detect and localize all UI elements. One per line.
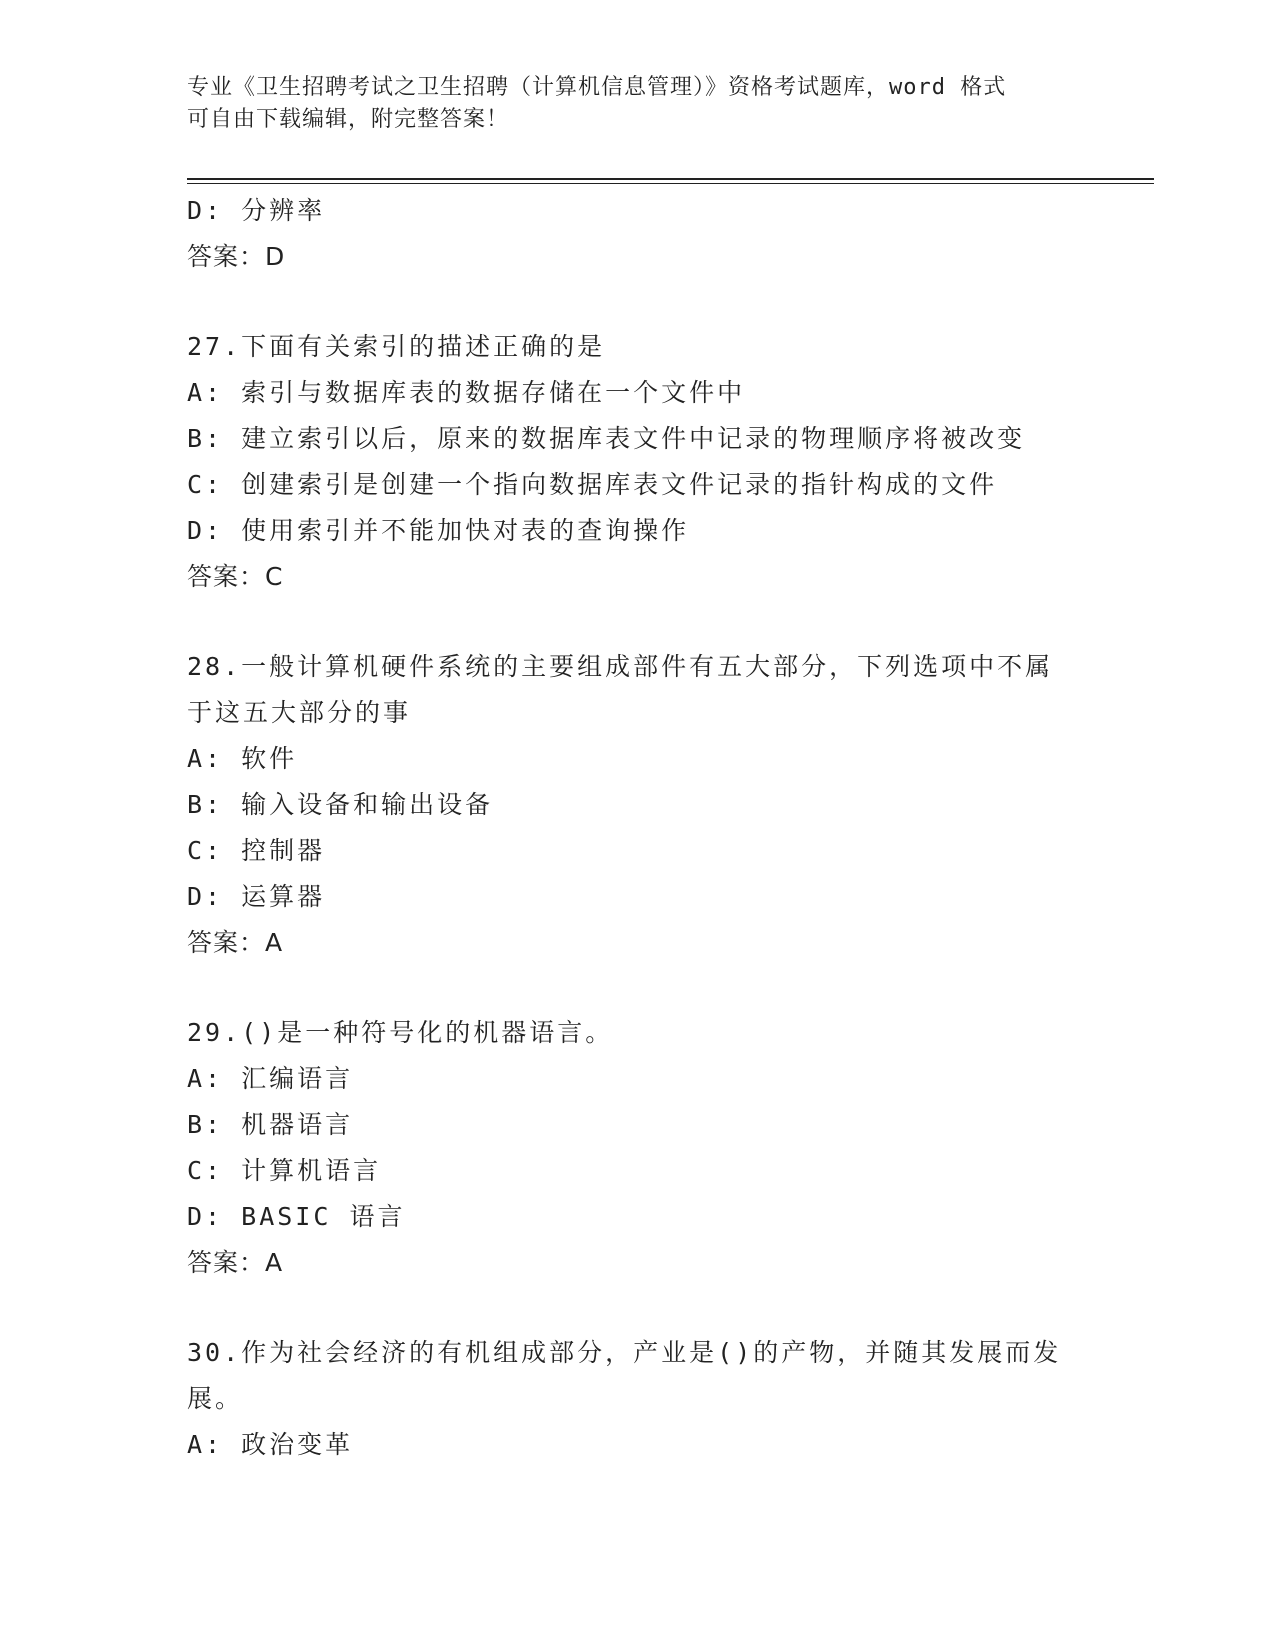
option-b: B: 机器语言 [187,1110,354,1139]
spacer [187,600,1087,644]
spacer [187,280,1087,324]
header-divider-thick [187,178,1154,180]
option-b: B: 建立索引以后，原来的数据库表文件中记录的物理顺序将被改变 [187,424,1026,453]
option-a: A: 政治变革 [187,1430,354,1459]
question-26-tail [187,188,1087,280]
answer-label: 答案：A [187,1248,284,1277]
option-c: C: 创建索引是创建一个指向数据库表文件记录的指针构成的文件 [187,470,998,499]
spacer [187,1286,1087,1330]
question-29 [187,1010,1087,1286]
answer-label: 答案：A [187,928,284,957]
document-header [187,72,1067,136]
option-b: B: 输入设备和输出设备 [187,790,494,819]
question-text-line-2: 于这五大部分的事 [187,698,412,727]
option-d: D: 运算器 [187,882,326,911]
option-c: C: 计算机语言 [187,1156,382,1185]
question-list [187,188,1087,1468]
answer-label: 答案：C [187,562,284,591]
question-27 [187,324,1087,600]
option-d: D: 分辨率 [187,196,326,225]
question-text-line-2: 展。 [187,1384,244,1413]
option-c: C: 控制器 [187,836,326,865]
option-a: A: 汇编语言 [187,1064,354,1093]
question-30 [187,1330,1087,1468]
header-divider-thin [187,183,1154,184]
header-line-1: 专业《卫生招聘考试之卫生招聘（计算机信息管理）》资格考试题库，word 格式 [187,75,1007,100]
question-text-line-1: 28.一般计算机硬件系统的主要组成部件有五大部分，下列选项中不属 [187,652,1054,681]
question-text: 27.下面有关索引的描述正确的是 [187,332,606,361]
question-28 [187,644,1087,966]
answer-label: 答案：D [187,242,286,271]
question-text: 29.()是一种符号化的机器语言。 [187,1018,614,1047]
option-a: A: 软件 [187,744,298,773]
option-d: D: BASIC 语言 [187,1202,406,1231]
question-text-line-1: 30.作为社会经济的有机组成部分，产业是()的产物，并随其发展而发 [187,1338,1062,1367]
option-d: D: 使用索引并不能加快对表的查询操作 [187,516,690,545]
option-a: A: 索引与数据库表的数据存储在一个文件中 [187,378,746,407]
spacer [187,966,1087,1010]
header-line-2: 可自由下载编辑，附完整答案！ [187,107,510,132]
